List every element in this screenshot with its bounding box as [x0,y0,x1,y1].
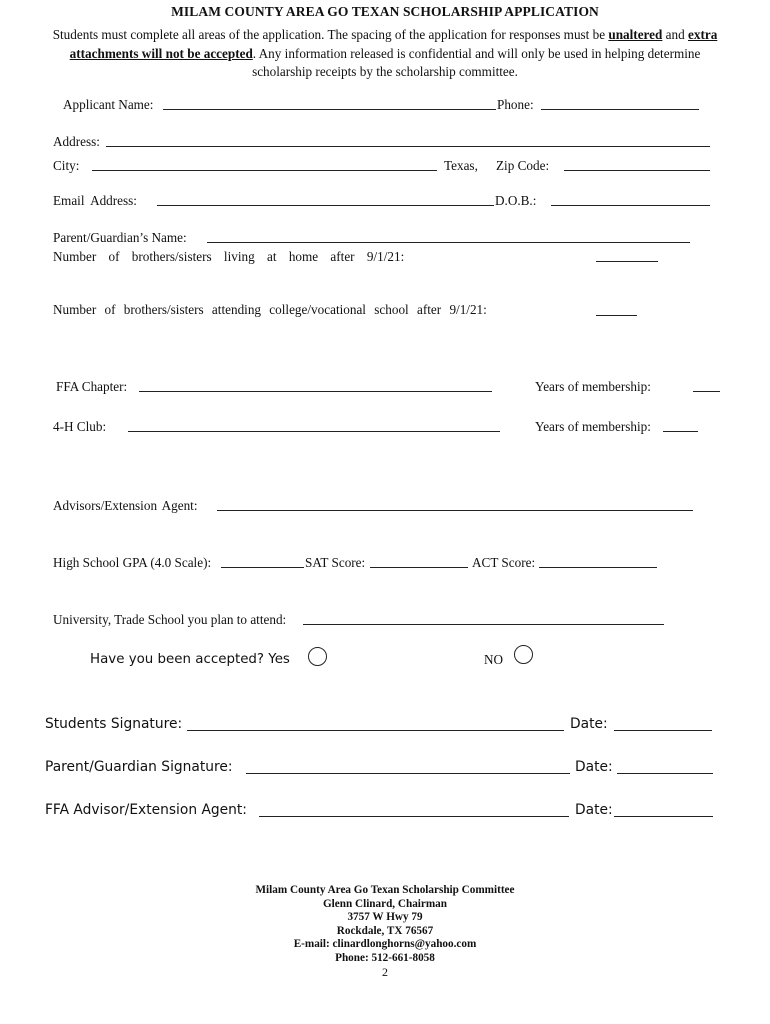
form-title: MILAM COUNTY AREA GO TEXAN SCHOLARSHIP APPLICATION [171,4,599,19]
siblings-college-field[interactable] [596,315,637,316]
instructions-unaltered: unaltered [608,27,663,42]
siblings-home-label: Number of brothers/sisters living at home after 9/1/21: [53,249,405,264]
committee-city: Rockdale, TX 76567 [336,924,434,937]
instructions-paragraph [40,26,730,82]
club-4h-field[interactable] [128,431,500,432]
student-date-label: Date: [570,716,608,732]
university-field[interactable] [303,624,664,625]
parent-signature-field[interactable] [246,773,570,774]
gpa-field[interactable] [221,567,304,568]
act-field[interactable] [539,567,657,568]
instructions-and: and [662,27,688,42]
committee-name: Milam County Area Go Texan Scholarship Committee [255,884,515,896]
accepted-no-label: NO [484,652,504,667]
student-date-field[interactable] [614,730,712,731]
applicant-name-label: Applicant Name: [63,97,154,112]
email-label: Email Address: [53,193,137,208]
advisor-signature-label: FFA Advisor/Extension Agent: [45,802,247,818]
advisors-label: Advisors/Extension Agent: [53,498,198,513]
address-label: Address: [53,134,100,149]
sat-label: SAT Score: [305,555,366,570]
email-field[interactable] [157,205,494,206]
parent-name-label: Parent/Guardian’s Name: [53,230,187,245]
parent-date-field[interactable] [617,773,713,774]
ffa-years-label: Years of membership: [535,379,651,394]
city-field[interactable] [92,170,437,171]
university-label: University, Trade School you plan to attend: [53,612,287,627]
accepted-question: Have you been accepted? Yes [90,652,290,667]
advisor-date-label: Date: [575,802,613,818]
siblings-college-label: Number of brothers/sisters attending college/vocational school after 9/1/21: [53,302,487,317]
instructions-extra-attachments: extra attachments will not be accepted [69,27,718,61]
student-signature-label: Students Signature: [45,716,183,732]
committee-chair: Glenn Clinard, Chairman [322,897,447,910]
gpa-label: High School GPA (4.0 Scale): [53,555,212,570]
committee-street: 3757 W Hwy 79 [347,911,423,924]
instructions-text: Students must complete all areas of the application. The spacing of the application for responses must be [52,27,609,42]
parent-date-label: Date: [575,759,613,775]
accepted-no-radio[interactable] [514,645,533,664]
zip-code-field[interactable] [564,170,710,171]
phone-field[interactable] [541,109,699,110]
advisors-field[interactable] [217,510,693,511]
advisor-signature-field[interactable] [259,816,569,817]
siblings-home-field[interactable] [596,261,658,262]
advisor-date-field[interactable] [614,816,713,817]
club-years-field[interactable] [663,431,698,432]
act-label: ACT Score: [472,555,536,570]
ffa-years-field[interactable] [693,391,720,392]
instructions-text-end: . Any information released is confidential and will only be used in helping determine scholarship receipts by the scholarship committee. [252,45,701,79]
parent-name-field[interactable] [207,242,690,243]
city-label: City: [53,158,80,173]
accepted-yes-radio[interactable] [308,647,327,666]
club-4h-label: 4-H Club: [53,419,107,434]
committee-phone: Phone: 512-661-8058 [335,951,435,964]
phone-label: Phone: [497,97,534,112]
state-texas-label: Texas, [444,158,478,173]
ffa-chapter-field[interactable] [139,391,492,392]
parent-signature-label: Parent/Guardian Signature: [45,759,233,775]
ffa-chapter-label: FFA Chapter: [56,379,128,394]
committee-email: E-mail: clinardlonghorns@yahoo.com [293,938,477,951]
club-years-label: Years of membership: [535,419,651,434]
page-number: 2 [382,964,388,979]
dob-label: D.O.B.: [495,193,537,208]
address-field[interactable] [106,146,710,147]
committee-contact-block [0,884,770,979]
applicant-name-field[interactable] [163,109,496,110]
zip-code-label: Zip Code: [496,158,550,173]
student-signature-field[interactable] [187,730,564,731]
sat-field[interactable] [370,567,468,568]
dob-field[interactable] [551,205,710,206]
